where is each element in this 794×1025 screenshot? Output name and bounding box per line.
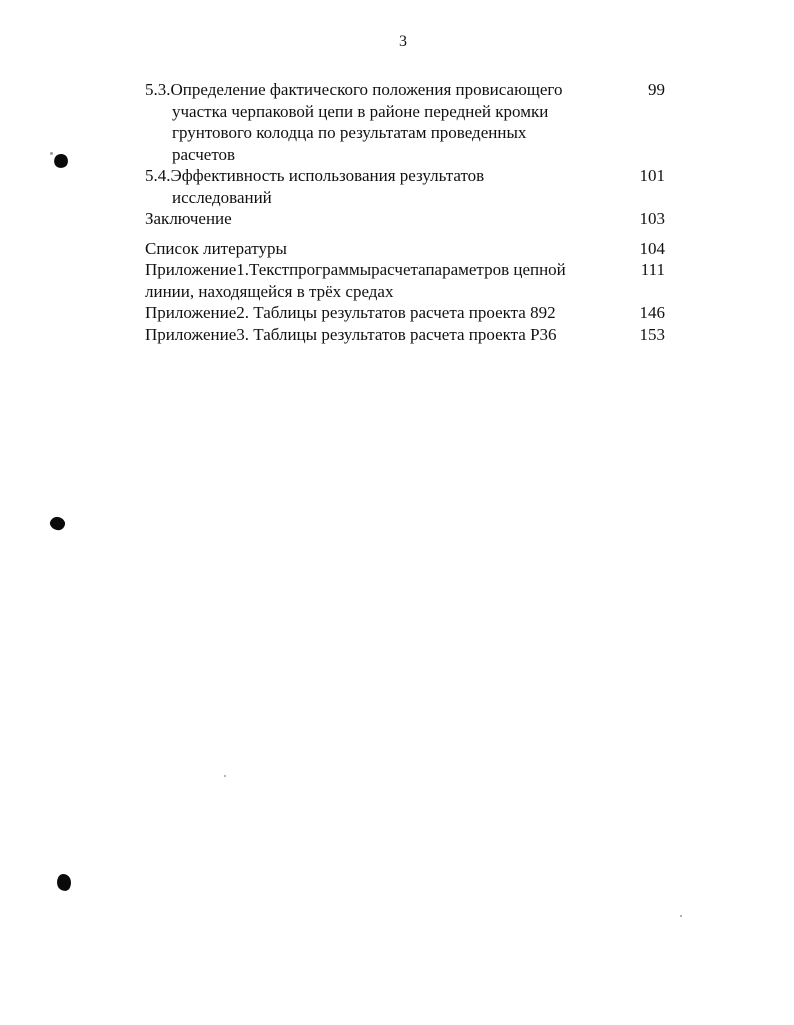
toc-entry-appendix-2 [145, 302, 665, 324]
page-number: 3 [399, 33, 407, 50]
toc-entry-5-3 [145, 79, 665, 165]
toc-line: расчетов [172, 144, 236, 164]
punch-hole-mark-top [52, 152, 70, 170]
toc-line: Приложение1.Текстпрограммырасчетапараметров цепной [145, 260, 566, 279]
toc-line: 5.3.Определение фактического положения провисающего [145, 80, 563, 99]
toc-page-number: 146 [639, 303, 665, 322]
toc-line: Приложение3. Таблицы результатов расчета проекта Р36 [145, 324, 557, 344]
toc-page-number: 99 [648, 80, 665, 99]
toc-page-number: 111 [640, 260, 665, 279]
toc-line: исследований [172, 187, 272, 207]
toc-entry-title [145, 302, 625, 324]
toc-entry-appendix-3 [145, 324, 665, 346]
toc-entry-conclusion [145, 208, 665, 230]
toc-entry-appendix-1 [145, 259, 665, 302]
toc-line: грунтового колодца по результатам проведенных [172, 123, 527, 142]
toc-line: 5.4.Эффективность использования результатов [145, 166, 485, 185]
toc-line: Список литературы [145, 238, 287, 258]
scan-speck [224, 775, 226, 777]
toc-entry-title [145, 208, 625, 230]
punch-hole-mark-bottom [56, 873, 73, 892]
toc-entry-title [145, 238, 625, 260]
table-of-contents [145, 79, 665, 345]
toc-entry-title [145, 79, 625, 165]
toc-entry-title [145, 259, 625, 302]
toc-entry-title [145, 324, 625, 346]
toc-line: Приложение2. Таблицы результатов расчета проекта 892 [145, 303, 556, 322]
punch-hole-mark-middle [49, 515, 67, 531]
toc-entry-references [145, 238, 665, 260]
toc-line: участка черпаковой цепи в районе передней кромки [172, 101, 549, 121]
toc-line: Заключение [145, 209, 232, 228]
toc-line: линии, находящейся в трёх средах [145, 281, 394, 301]
toc-page-number: 104 [639, 238, 665, 258]
toc-entry-title [145, 165, 625, 208]
toc-page-number: 153 [639, 324, 665, 344]
toc-page-number: 101 [639, 166, 665, 185]
toc-page-number: 103 [639, 209, 665, 228]
toc-entry-5-4 [145, 165, 665, 208]
scan-speck [680, 915, 682, 917]
scan-speck [50, 152, 53, 155]
